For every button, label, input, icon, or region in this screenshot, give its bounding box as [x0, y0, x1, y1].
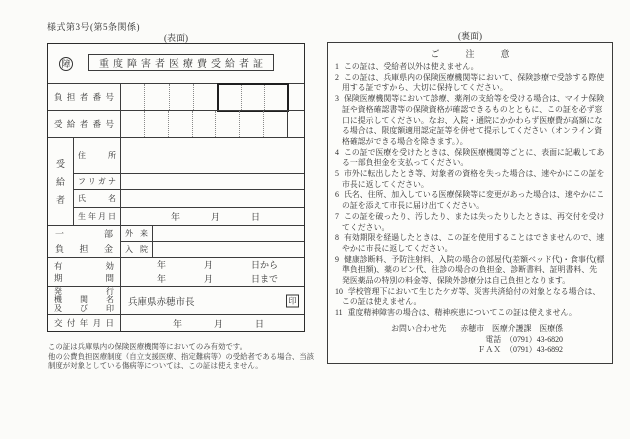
inpatient-label: 入院: [121, 242, 153, 257]
recipient-number-cell: [263, 111, 287, 136]
payer-number-cell: [241, 85, 264, 110]
month-unit: 月: [213, 318, 223, 329]
recipient-vertical-label: 受給者: [48, 138, 74, 225]
caution-item: 9 健康診断料、予防注射料、入院の場合の部屋代(差額ベッド代)・食事代(標準負担額)、薬のビン代、往診の場合の負担金、診断書料、証明書料、先発医薬品の特別の料金等、保険外診療分は自己負担となります。: [335, 254, 605, 286]
footnote-line: 他の公費負担医療制度（自立支援医療、指定難病等）の受給者である場合、当該制度が対象としている傷病等については、この証は使えません。: [48, 351, 315, 371]
row-spacer: [289, 84, 304, 110]
payer-number-row: [48, 83, 304, 110]
front-footnotes: [48, 342, 318, 371]
name-label: 氏名: [74, 190, 121, 207]
recipient-number-cell: [215, 111, 239, 136]
issuer-label: 発行 機関名 及び印: [48, 287, 121, 314]
month-unit: 月: [203, 259, 213, 270]
certificate-title: 重度障害者医療費受給者証: [88, 54, 274, 71]
furigana-value: [121, 174, 304, 189]
birthdate-value: [121, 208, 304, 225]
recipient-number-cell: [239, 111, 263, 136]
name-value: [121, 190, 304, 207]
caution-item: 5 市外に転出したとき等、対象者の資格を失った場合は、速やかにこの証を市長に返してください。: [335, 169, 605, 189]
month-unit: 月: [203, 273, 213, 284]
year-unit: 年: [173, 318, 183, 329]
payer-number-cell: [169, 84, 193, 110]
payer-number-cell: [193, 84, 217, 110]
back-side-label: (裏面): [458, 31, 482, 41]
name-row: [74, 189, 304, 207]
caution-item: 6 氏名、住所、加入している医療保険等に変更があった場合は、速やかにこの証を添えて市長に届け出てください。: [335, 190, 605, 211]
address-label: 住所: [74, 138, 121, 174]
recipient-number-cell: [121, 111, 144, 136]
caution-item: 1 この証は、受給者以外は使えません。: [335, 62, 479, 71]
outpatient-label: 外来: [121, 226, 153, 241]
valid-period-row: [48, 257, 304, 286]
inpatient-value: [153, 242, 304, 257]
month-unit: 月: [210, 211, 220, 222]
year-unit: 年: [157, 273, 167, 284]
caution-item: 3 保険医療機関等において診療、薬剤の支給等を受ける場合は、マイナ保険証や資格確認書等の保険資格が確認できるものとともに、この証を必ず窓口に提示してください。なお、入院・通院にかかわらず医療費が高額になる場合は、限度額適用認定証等を併せて提示してください（オンライン資格確認ができる場合を除きます。）。: [335, 94, 605, 146]
recipient-number-cells: [121, 111, 288, 136]
address-value: [121, 138, 304, 174]
issuer-value: [121, 287, 304, 314]
payer-number-cell: [144, 84, 168, 110]
contact-label: お問い合わせ先: [391, 323, 447, 333]
caution-item: 2 この証は、兵庫県内の保険医療機関等において、保険診療で受診する際使用する証ですから、大切に保持してください。: [335, 72, 605, 93]
form-number: 様式第3号(第5条関係): [47, 22, 140, 32]
caution-title: ご注意: [430, 49, 536, 59]
payer-number-cells: [121, 84, 217, 110]
valid-period-label: 有効 期間: [48, 258, 121, 286]
certificate-back-panel: [327, 42, 613, 364]
outpatient-row: [121, 226, 304, 241]
copay-label: 一部 負担金: [48, 226, 121, 257]
valid-from-suffix: 日から: [250, 259, 278, 270]
recipient-number-row: [48, 110, 304, 136]
issue-date-row: [48, 314, 304, 331]
inpatient-row: [121, 241, 304, 257]
footnote-line: この証は兵庫県内の保険医療機関等においてのみ有効です。: [48, 342, 247, 351]
payer-number-cell: [264, 85, 287, 110]
contact-tel: 電話 （0791）43-6820: [485, 334, 563, 344]
recipient-info-group: [48, 137, 304, 225]
issuer-name: 兵庫県赤穂市長: [128, 297, 195, 308]
day-unit: 日: [254, 318, 264, 329]
day-unit: 日: [250, 211, 260, 222]
issuer-row: [48, 286, 304, 314]
contact-block: [335, 324, 605, 356]
address-row: [74, 138, 304, 174]
recipient-number-cell: [144, 111, 168, 136]
contact-fax: ＦＡＸ （0791）43-6892: [477, 345, 563, 355]
recipient-number-cell: [192, 111, 216, 136]
caution-item: 11 重度精神障害の場合は、精神疾患についてこの証は使えません。: [335, 308, 577, 318]
valid-to-suffix: 日まで: [250, 273, 278, 284]
issue-date-value: [121, 315, 304, 331]
certificate-front-table: [47, 43, 305, 332]
payer-number-cell: [121, 84, 144, 110]
furigana-label: フリガナ: [74, 174, 121, 189]
birthdate-label: 生年月日: [74, 208, 121, 225]
recipient-number-label: 受給者番号: [48, 111, 121, 136]
year-unit: 年: [157, 259, 167, 270]
row-spacer: [288, 111, 304, 136]
furigana-row: [74, 173, 304, 189]
caution-item: 7 この証を破ったり、汚したり、または失ったりしたときは、再交付を受けてください。: [335, 211, 605, 232]
front-side-label: (表面): [164, 33, 188, 43]
caution-item: 8 有効期限を経過したときは、この証を使用することはできませんので、速やかに市長に返してください。: [335, 233, 605, 253]
recipient-number-cell: [168, 111, 192, 136]
issue-date-label: 交付年月日: [48, 315, 121, 331]
valid-period-value: [121, 258, 304, 286]
payer-number-cell: [219, 85, 241, 110]
payer-number-label: 負担者番号: [48, 84, 121, 110]
birthdate-row: [74, 207, 304, 225]
caution-item: 10 学校管理下において生じたケガ等、災害共済給付の対象となる場合は、この証は使えません。: [335, 286, 601, 307]
year-unit: 年: [171, 211, 181, 222]
copay-group: [48, 225, 304, 257]
category-badge: 障: [59, 57, 73, 71]
contact-office: 赤穂市 医療介護課 医療係: [460, 323, 563, 333]
outpatient-value: [153, 226, 304, 241]
seal-mark: 印: [286, 294, 299, 307]
title-row: [48, 44, 304, 83]
caution-item: 4 この証で医療を受けたときは、保険医療機関等ごとに、表面に記載してある一部負担金を支払ってください。: [335, 147, 605, 168]
payer-number-highlight-box: [217, 83, 289, 112]
